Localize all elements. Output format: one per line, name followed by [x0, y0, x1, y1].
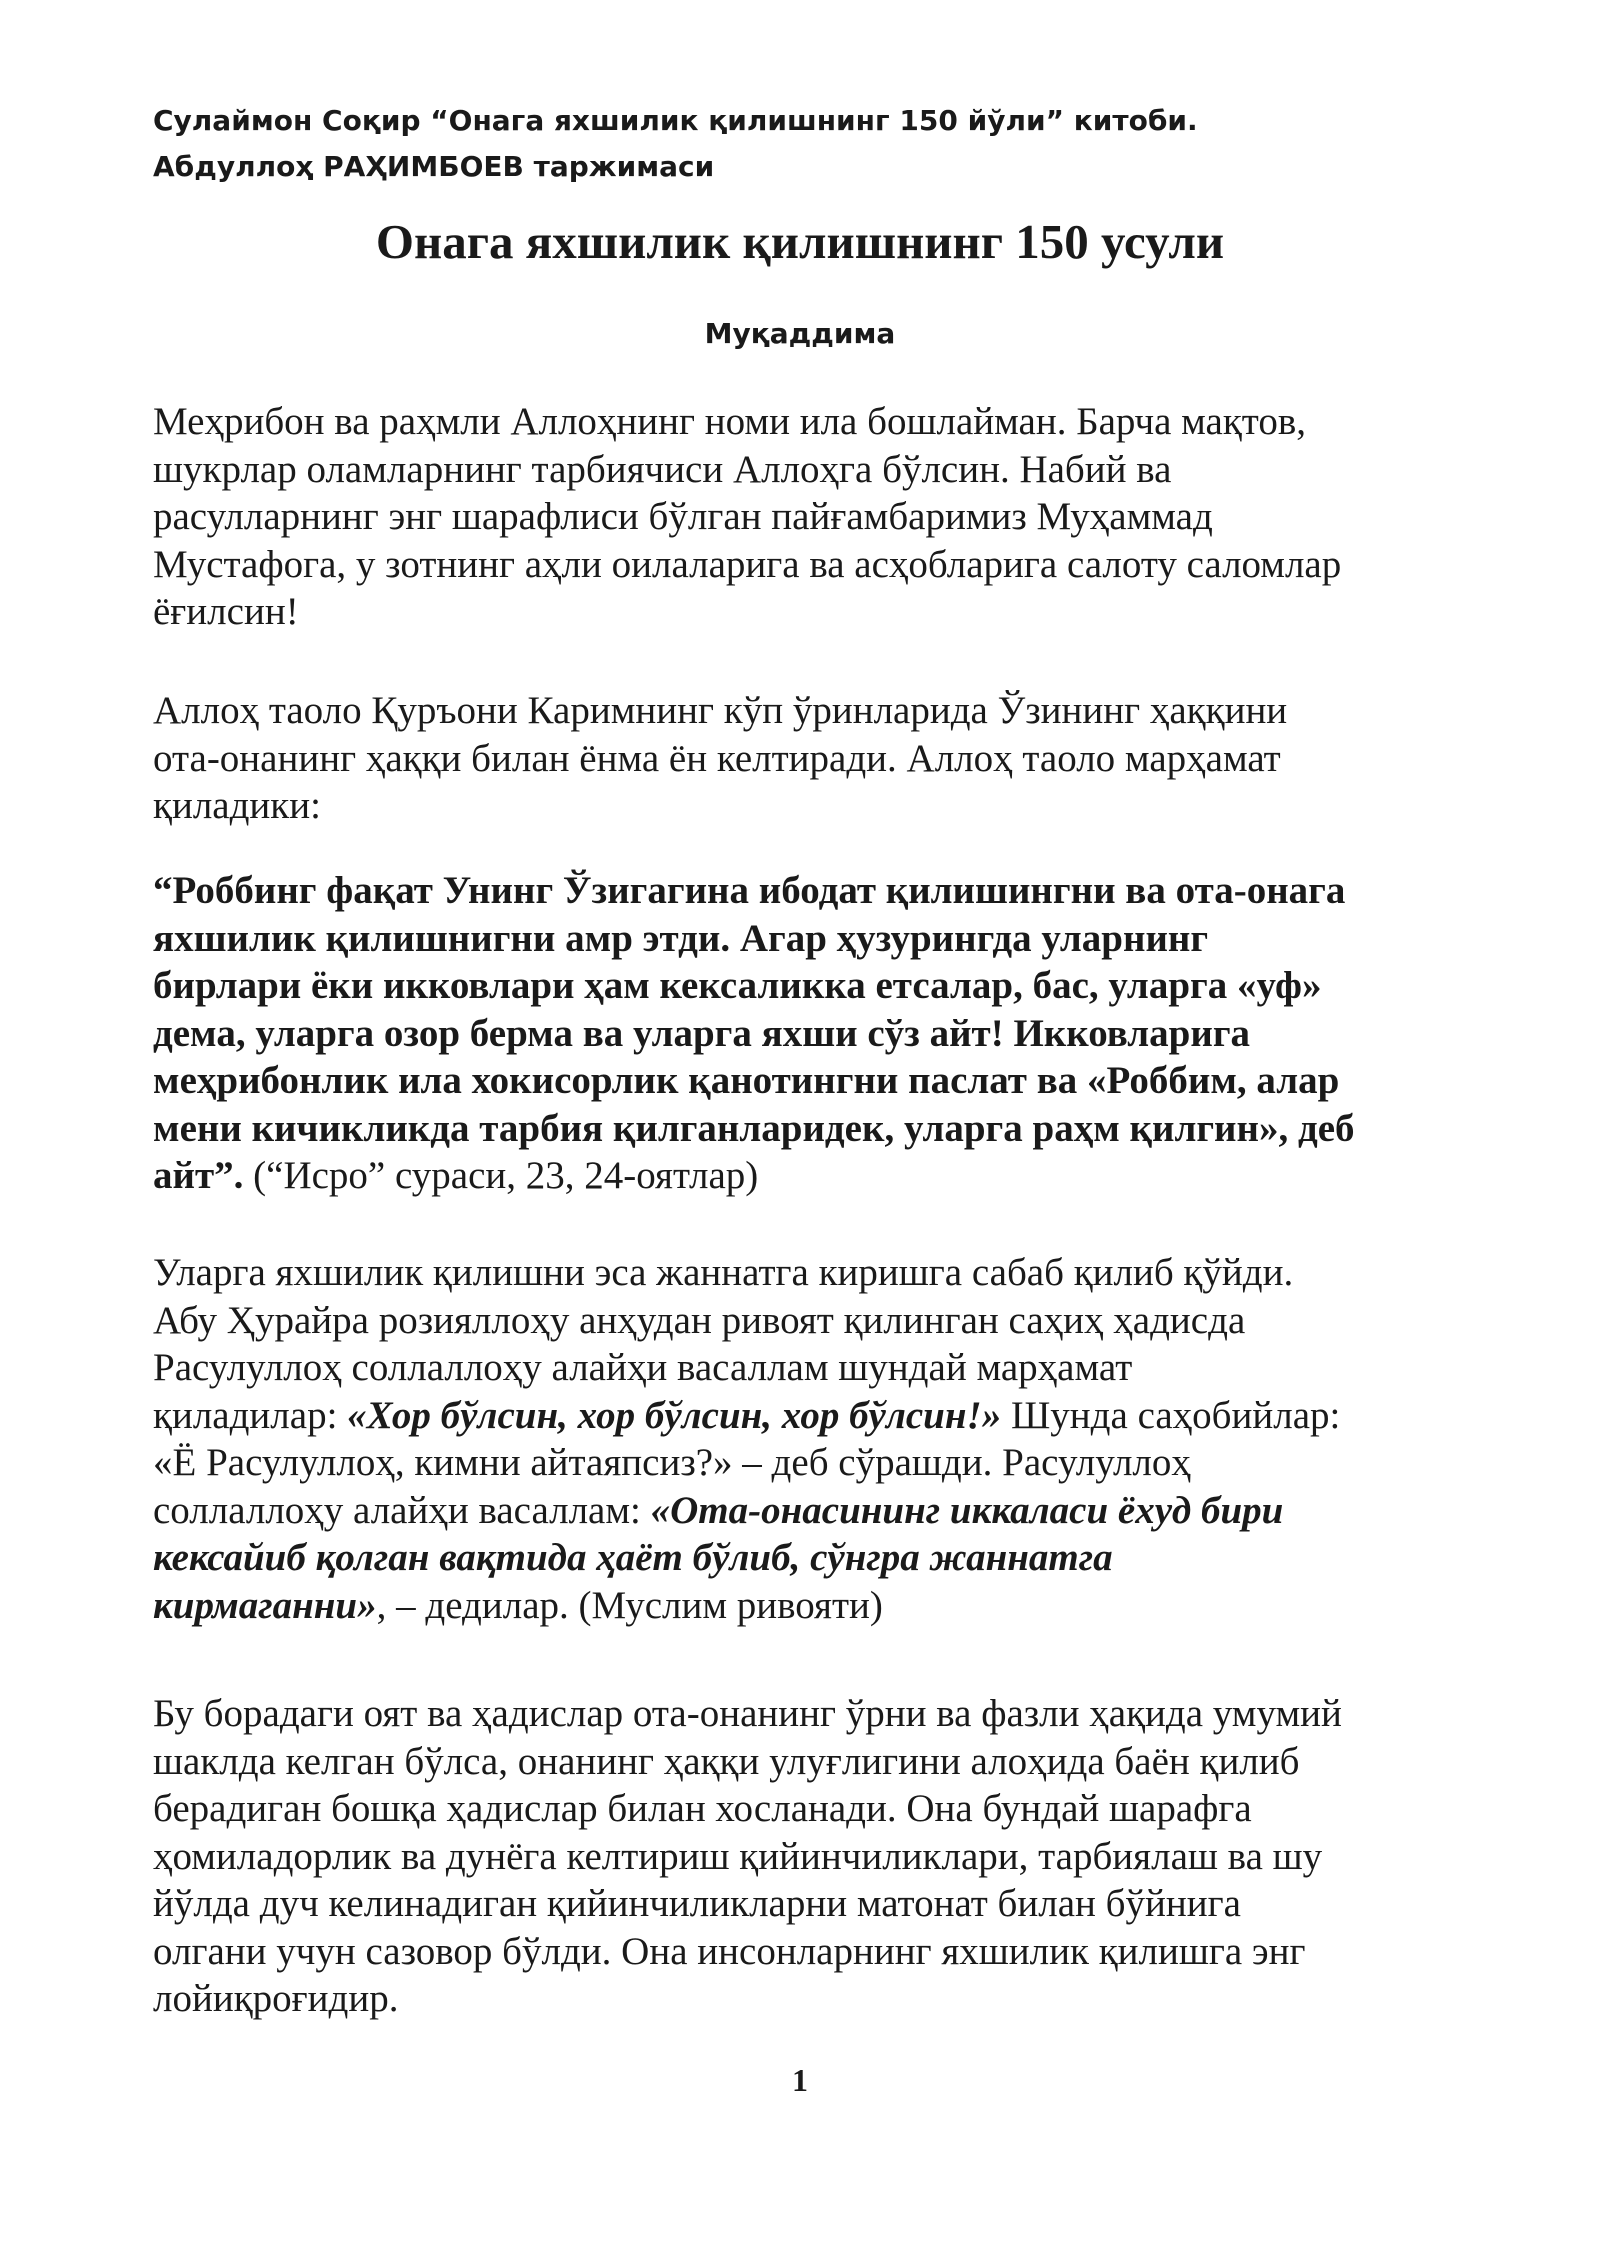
- paragraph-quran-intro: [153, 687, 1493, 830]
- text-line: лойиқроғидир.: [153, 1977, 399, 2020]
- text-segment: соллаллоҳу алайҳи васаллам:: [153, 1488, 651, 1532]
- text-line: Мустафога, у зотнинг аҳли оилаларига ва асҳобларига салоту саломлар: [153, 542, 1342, 586]
- text-line: ёғилсин!: [153, 590, 299, 633]
- header-line-2: Абдуллоҳ РАҲИМБОЕВ таржимаси: [153, 150, 715, 183]
- book-header: [153, 98, 1453, 190]
- text-line: шаклда келган бўлса, онанинг ҳаққи улуғлигини алоҳида баён қилиб: [153, 1739, 1300, 1783]
- text-line: [153, 1487, 1493, 1535]
- paragraph-quran-quote: [153, 867, 1493, 1200]
- text-segment: Шунда саҳобийлар:: [1001, 1393, 1341, 1437]
- text-line: [153, 1392, 1493, 1440]
- quote-last-line: [153, 1152, 1493, 1200]
- header-line-1: Сулаймон Соқир “Онага яхшилик қилишнинг 150 йўли” китоби.: [153, 104, 1198, 137]
- hadith-quote: кексайиб қолган вақтида ҳаёт бўлиб, сўнгра жаннатга: [153, 1536, 1113, 1579]
- text-line: йўлда дуч келинадиган қийинчиликларни матонат билан бўйнига: [153, 1882, 1241, 1925]
- quote-line: меҳрибонлик ила хокисорлик қанотингни паслат ва «Роббим, алар: [153, 1059, 1340, 1102]
- paragraph-intro: [153, 398, 1493, 636]
- text-line: Абу Ҳурайра розияллоҳу анҳудан ривоят қилинган саҳиҳ ҳадисда: [153, 1298, 1246, 1342]
- page-number: 1: [792, 2062, 808, 2098]
- quote-line: мени кичикликда тарбия қилганларидек, уларга раҳм қилгин», деб: [153, 1106, 1355, 1150]
- text-line: Бу борадаги оят ва ҳадислар ота-онанинг ўрни ва фазли ҳақида умумий: [153, 1692, 1342, 1735]
- text-line: Расулуллоҳ соллаллоҳу алайҳи васаллам шундай марҳамат: [153, 1346, 1133, 1389]
- hadith-quote: «Ота-онасининг иккаласи ёхуд бири: [650, 1488, 1284, 1532]
- quote-line: яхшилик қилишнигни амр этди. Агар ҳузурингда уларнинг: [153, 916, 1209, 960]
- text-line: ҳомиладорлик ва дунёга келтириш қийинчиликлари, тарбиялаш ва шу: [153, 1834, 1323, 1878]
- text-line: расулларнинг энг шарафлиси бўлган пайғамбаримиз Муҳаммад: [153, 495, 1213, 538]
- text-line: «Ё Расулуллоҳ, кимни айтаяпсиз?» – деб сўрашди. Расулуллоҳ: [153, 1441, 1191, 1484]
- text-line: Уларга яхшилик қилишни эса жаннатга киришга сабаб қилиб қўйди.: [153, 1251, 1294, 1294]
- text-line: олгани учун сазовор бўлди. Она инсонларнинг яхшилик қилишга энг: [153, 1929, 1306, 1973]
- document-title: Онага яхшилик қилишнинг 150 усули: [375, 214, 1225, 269]
- quote-line: дема, уларга озор берма ва уларга яхши сўз айт! Икковларига: [153, 1011, 1251, 1055]
- text-line: қиладики:: [153, 784, 321, 827]
- quote-line: бирлари ёки икковлари ҳам кексаликка етсалар, бас, уларга «уф»: [153, 964, 1322, 1007]
- section-heading: Муқаддима: [704, 317, 896, 350]
- text-line: [153, 1582, 1493, 1630]
- text-segment: қиладилар:: [153, 1393, 348, 1437]
- text-line: ота-онанинг ҳаққи билан ёнма ён келтиради. Аллоҳ таоло марҳамат: [153, 736, 1281, 780]
- hadith-citation: , – дедилар. (Муслим ривояти): [376, 1583, 883, 1627]
- text-line: Аллоҳ таоло Қуръони Каримнинг кўп ўринларида Ўзининг ҳаққини: [153, 689, 1288, 732]
- text-line: берадиган бошқа ҳадислар билан хосланади. Она бундай шарафга: [153, 1787, 1252, 1830]
- paragraph-hadith: [153, 1249, 1493, 1629]
- hadith-quote: «Хор бўлсин, хор бўлсин, хор бўлсин!»: [347, 1393, 1002, 1437]
- quote-line: “Роббинг фақат Унинг Ўзигагина ибодат қилишингни ва ота-онага: [153, 869, 1346, 912]
- quote-citation: (“Исро” сураси, 23, 24-оятлар): [243, 1154, 759, 1197]
- paragraph-conclusion: [153, 1690, 1493, 2023]
- text-line: шукрлар оламларнинг тарбиячиси Аллоҳга бўлсин. Набий ва: [153, 447, 1172, 491]
- quote-end: айт”.: [153, 1154, 244, 1197]
- text-line: Меҳрибон ва раҳмли Аллоҳнинг номи ила бошлайман. Барча мақтов,: [153, 400, 1306, 443]
- hadith-quote: кирмаганни»: [153, 1583, 377, 1627]
